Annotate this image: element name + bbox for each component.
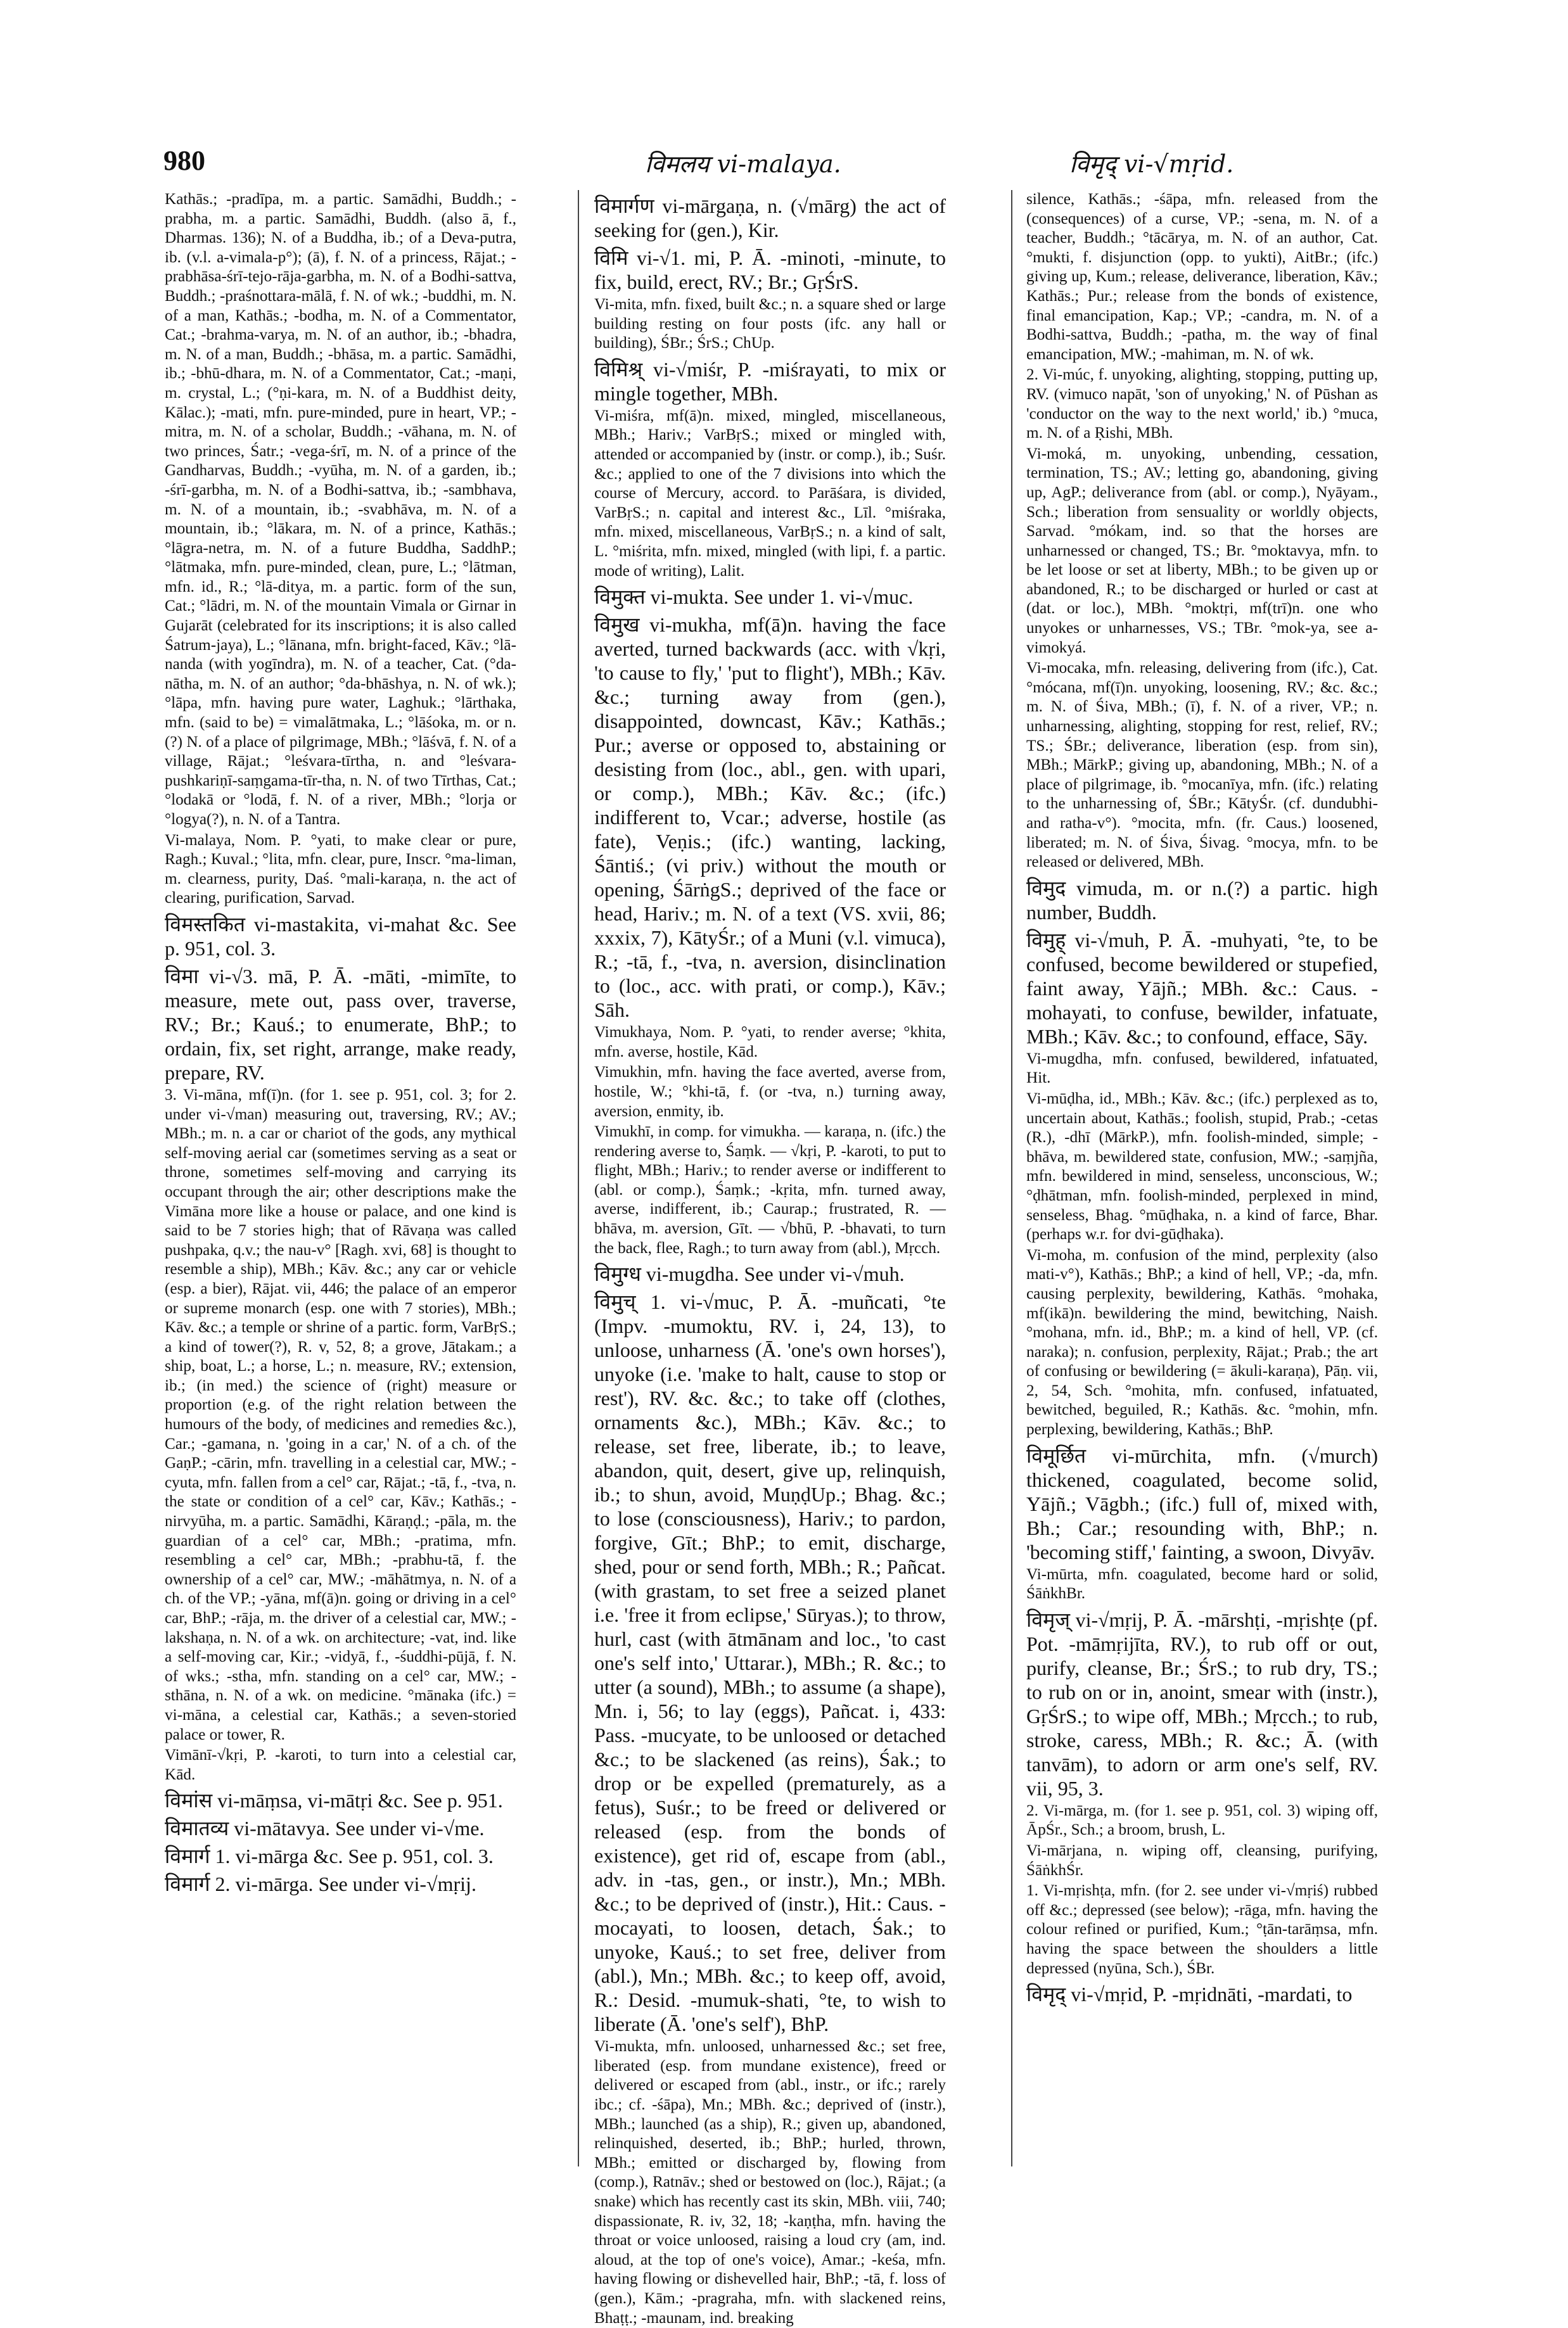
dictionary-entry: विमार्ग 1. vi-mārga &c. See p. 951, col. 3. [165, 1845, 494, 1868]
dictionary-entry: विमुद vimuda, m. or n.(?) a partic. high number, Buddh. [1026, 876, 1378, 924]
left-guide-word: विमलय vi-malaya. [645, 150, 841, 178]
dictionary-entry: Kathās.; -pradīpa, m. a partic. Samādhi, Buddh.; -prabha, m. a partic. Samādhi, Buddh. (also ā, f., Dharmas. 136); N. of a Buddha, ib.; of a Deva-putra, ib. (v.l. a-vimala-p°); (ā), f. N. of a princess, Rājat.; -prabhāsa-śrī-tejo-rāja-garbha, m. N. of a Bodhi-sattva, Buddh.; -praśnottara-mālā, f. N. of wk.; -buddhi, m. N. of a man, Kathās.; -bodha, m. N. of a Commentator, Cat.; -brahma-varya, m. N. of an author, ib.; -bhadra, m. N. of a man, Buddh.; -bhāsa, m. a partic. Samādhi, ib.; -bhū-dhara, m. N. of a Commentator, Cat.; -maṇi, m. crystal, L.; (°ṇi-kara, m. N. of a Buddhist deity, Kālac.); -mati, mfn. pure-minded, pure in heart, VP.; -mitra, m. N. of a scholar, Buddh.; -vāhana, m. N. of two princes, Śatr.; -vega-śrī, m. N. of a prince of the Gandharvas, Buddh.; -vyūha, m. N. of a garden, ib.; -śrī-garbha, m. N. of a Bodhi-sattva, ib.; -sambhava, m. N. of a mountain, ib.; -svabhāva, m. N. of a mountain, ib.; °lākara, m. N. of a prince, Kathās.; °lāgra-netra, m. N. of a future Buddha, SaddhP.; °lātmaka, mfn. pure-minded, clean, pure, L.; °lātman, mfn. id., R.; °lā-ditya, m. a partic. form of the sun, Cat.; °lādri, m. N. of the mountain Vimala or Girnar in Gujarāt (celebrated for its inscriptions; it is also called Śatrum-jaya), L.; °lānana, mfn. bright-faced, Kāv.; °lā-nanda (with yogīndra), m. N. of a teacher, Cat. (°da-nātha, m. N. of an author; °da-bhāshya, n. N. of wk.); °lāpa, mfn. having pure water, Laghuk.; °lārthaka, mfn. (said to be) = vimalātmaka, L.; °lāśoka, m. or n.(?) N. of a place of pilgrimage, MBh.; °lāśvā, f. N. of a village, Rājat.; °leśvara-tīrtha, n. and °leśvara-pushkariṇī-saṃgama-tīr-tha, n. N. of two Tīrthas, Cat.; °lodakā or °lodā, f. N. of a river, MBh.; °lorja or °logya(?), n. N. of a Tantra. [165, 191, 516, 828]
dictionary-entry: Vi-mugdha, mfn. confused, bewildered, infatuated, Hit. [1026, 1050, 1378, 1087]
dictionary-entry: विमस्तकित vi-mastakita, vi-mahat &c. See p. 951, col. 3. [165, 912, 516, 960]
dictionary-entry: Vi-mūrta, mfn. coagulated, become hard or solid, ŚāṅkhBr. [1026, 1565, 1378, 1603]
dictionary-entry: 2. Vi-múc, f. unyoking, alighting, stopping, putting up, RV. (vimuco napāt, 'son of unyoking,' N. of Pūshan as 'conductor on the way to the next world,' ib.) °muca, m. N. of a Ṛishi, MBh. [1026, 366, 1378, 442]
dictionary-entry: silence, Kathās.; -śāpa, mfn. released from the (consequences) of a curse, VP.; -sena, m. N. of a teacher, Buddh.; °tācārya, m. N. of an author, Cat. °mukti, f. disjunction (opp. to yukti), AitBr.; (ifc.) giving up, Kum.; release, deliverance, liberation, Kāv.; Kathās.; Pur.; release from the bonds of existence, final emancipation, Kap.; VP.; -candra, m. N. of a Bodhi-sattva, Buddh.; -patha, m. the way of final emancipation, MW.; -mahiman, m. N. of wk. [1026, 191, 1378, 363]
dictionary-entry: Vi-moha, m. confusion of the mind, perplexity (also mati-v°), Kathās.; BhP.; a kind of hell, VP.; -da, mfn. causing perplexity, bewildering, Kathās. °mohaka, mf(ikā)n. bewildering the mind, bewitching, Naish. °mohana, mfn. id., BhP.; m. a kind of hell, VP. (cf. naraka); n. confusion, perplexity, Rājat.; Prab.; the art of confusing or bewildering (= ākuli-karaṇa), Pāṇ. vii, 2, 54, Sch. °mohita, mfn. confused, infatuated, bewitched, beguiled, R.; Kathās. &c. °mohin, mfn. perplexing, bewildering, Kathās.; BhP. [1026, 1246, 1378, 1439]
dictionary-entry: विमांस vi-māṃsa, vi-mātṛi &c. See p. 951. [165, 1789, 503, 1812]
column-right [1026, 190, 1378, 2166]
page-header [163, 144, 1389, 182]
column-middle [594, 190, 946, 2327]
dictionary-entry: Vi-mocaka, mfn. releasing, delivering from (ifc.), Cat. °mócana, mf(ī)n. unyoking, loosening, RV.; &c. &c.; m. N. of Śiva, MBh.; (ī), f. N. of a river, VP.; n. unharnessing, alighting, stopping for rest, relief, RV.; TS.; ŚBr.; deliverance, liberation (esp. from sin), MBh.; MārkP.; giving up, abandoning, MBh.; N. of a place of pilgrimage, ib. °mocanīya, mfn. (ifc.) relating to the unharnessing of, ŚBr.; KātyŚr. (cf. dundubhi- and ratha-v°). °mocita, mfn. (fr. Caus.) loosened, liberated; m. N. of Śiva, Śivag. °mocya, mfn. to be released or delivered, MBh. [1026, 659, 1378, 871]
right-guide-word: विमृद् vi-√mṛid. [1069, 150, 1234, 178]
column-divider [578, 190, 579, 2166]
dictionary-entry: Vi-moká, m. unyoking, unbending, cessation, termination, TS.; AV.; letting go, abandoning, giving up, AgP.; deliverance from (abl. or comp.), Nyāyam., Sch.; liberation from sensuality or worldly objects, Sarvad. °mókam, ind. so that the horses are unharnessed or changed, TS.; Br. °moktavya, mfn. to be let loose or set at liberty, MBh.; to be given up or abandoned, R.; to be discharged or hurled or cast at (dat. or loc.), MBh. °moktṛi, mf(trī)n. one who unyokes or unharnesses, VS.; TBr. °mok-ya, see a-vimokyá. [1026, 445, 1378, 656]
dictionary-entry: 1. Vi-mṛishṭa, mfn. (for 2. see under vi-√mṛiś) rubbed off &c.; depressed (see below); -rāga, mfn. having the colour refined or purified, Kum.; °ṭān-tarāṃsa, mfn. having the space between the shoulders a little depressed (nyūna, Sch.), ŚBr. [1026, 1882, 1378, 1977]
dictionary-entry: विमा vi-√3. mā, P. Ā. -māti, -mimīte, to measure, mete out, pass over, traverse, RV.; Br.; Kauś.; to enumerate, BhP.; to ordain, fix, set right, arrange, make ready, prepare, RV. [165, 964, 516, 1084]
dictionary-entry: विमृज् vi-√mṛij, P. Ā. -mārshṭi, -mṛishṭe (pf. Pot. -māmṛijīta, RV.), to rub off or out, purify, cleanse, Br.; ŚrS.; to rub dry, TS.; to rub on or in, anoint, smear with (instr.), GṛŚrS.; to wipe off, MBh.; Mṛcch.; to rub, stroke, caress, MBh.; R. &c.; Ā. (with tanvām), to adorn or arm one's self, RV. vii, 95, 3. [1026, 1608, 1378, 1800]
dictionary-entry: विमार्गण vi-mārgaṇa, n. (√mārg) the act of seeking for (gen.), Kir. [594, 194, 946, 241]
column-divider [1011, 190, 1012, 2166]
dictionary-entry: Vi-mukta, mfn. unloosed, unharnessed &c.; set free, liberated (esp. from mundane existence), freed or delivered or escaped from (abl., instr., or ifc.; rarely ibc.; cf. -śāpa), Mn.; MBh. &c.; deprived of (instr.), MBh.; launched (as a ship), R.; given up, abandoned, relinquished, deserted, ib.; BhP.; hurled, thrown, MBh.; emitted or discharged by, flowing from (comp.), Ratnāv.; shed or bestowed on (loc.), Rājat.; (a snake) which has recently cast its skin, MBh. viii, 740; dispassionate, R. iv, 32, 18; -kaṇṭha, mfn. having the throat or voice unloosed, raising a loud cry (am, ind. aloud, at the top of one's voice), Amar.; -keśa, mfn. having flowing or dishevelled hair, BhP.; -tā, f. loss of (gen.), Kām.; -pragraha, mfn. with slackened reins, Bhaṭṭ.; -maunam, ind. breaking [594, 2038, 946, 2327]
dictionary-entry: विमुख vi-mukha, mf(ā)n. having the face averted, turned backwards (acc. with √kṛi, 'to cause to fly,' 'put to flight'), MBh.; Kāv. &c.; turning away from (gen.), disappointed, downcast, Kāv.; Kathās.; Pur.; averse or opposed to, abstaining or desisting from (loc., abl., gen. with upari, or comp.), MBh.; Kāv. &c.; (ifc.) indifferent to, Vcar.; adverse, hostile (as fate), Veṇis.; (ifc.) wanting, lacking, Śāntiś.; (vi priv.) without the mouth or opening, ŚārṅgS.; deprived of the face or head, Hariv.; m. N. of a text (VS. xvii, 86; xxxix, 7), KātyŚr.; of a Muni (v.l. vimuca), R.; -tā, f., -tva, n. aversion, disinclination to (loc., acc. with prati, or comp.), Kāv.; Sāh. [594, 613, 946, 1022]
dictionary-entry: विमातव्य vi-mātavya. See under vi-√me. [165, 1817, 485, 1840]
dictionary-entry: विमि vi-√1. mi, P. Ā. -minoti, -minute, to fix, build, erect, RV.; Br.; GṛŚrS. [594, 246, 946, 293]
dictionary-entry: विमुक्त vi-mukta. See under 1. vi-√muc. [594, 585, 914, 609]
dictionary-entry: Vi-mūḍha, id., MBh.; Kāv. &c.; (ifc.) perplexed as to, uncertain about, Kathās.; foolish, stupid, Prab.; -cetas (R.), -dhī (MārkP.), mfn. foolish-minded, simple; -bhāva, m. bewildered state, confusion, MW.; -saṃjña, mfn. bewildered in mind, senseless, unconscious, W.; °ḍhātman, mfn. foolish-minded, perplexed in mind, senseless, Bhag. °mūḍhaka, n. a kind of farce, Bhar. (perhaps w.r. for dvi-gūḍhaka). [1026, 1090, 1378, 1244]
dictionary-entry: Vimukhaya, Nom. P. °yati, to render averse; °khita, mfn. averse, hostile, Kād. [594, 1024, 946, 1060]
dictionary-entry: 2. Vi-mārga, m. (for 1. see p. 951, col. 3) wiping off, ĀpŚr., Sch.; a broom, brush, L. [1026, 1802, 1378, 1839]
dictionary-entry: Vi-mārjana, n. wiping off, cleansing, purifying, ŚāṅkhŚr. [1026, 1842, 1378, 1879]
dictionary-entry: विमुह् vi-√muh, P. Ā. -muhyati, °te, to be confused, become bewildered or stupefied, faint away, Yājñ.; MBh. &c.: Caus. -mohayati, to confuse, bewilder, infatuate, MBh.; Kāv. &c.; to confound, efface, Sāy. [1026, 928, 1378, 1048]
dictionary-entry: विमुच् 1. vi-√muc, P. Ā. -muñcati, °te (Impv. -mumoktu, RV. i, 24, 13), to unloose, unharness (Ā. 'one's own horses'), unyoke (i.e. 'make to halt, cause to stop or rest'), RV. &c. &c.; to take off (clothes, ornaments &c.), MBh.; Kāv. &c.; to release, set free, liberate, ib.; to leave, abandon, quit, desert, give up, relinquish, ib.; to shun, avoid, MuṇḍUp.; Bhag. &c.; to lose (consciousness), Hariv.; to pardon, forgive, Gīt.; BhP.; to emit, discharge, shed, pour or send forth, MBh.; R.; Pañcat. (with grastam, to set free a seized planet i.e. 'free it from eclipse,' Sūryas.); to throw, hurl, cast (with ātmānam and loc., 'to cast one's self into,' Uttarar.), MBh.; R. &c.; to utter (a sound), MBh.; to assume (a shape), Mn. i, 56; to lay (eggs), Pañcat. i, 433: Pass. -mucyate, to be unloosed or detached &c.; to be slackened (as reins), Śak.; to drop or be expelled (prematurely, as a fetus), Suśr.; to be freed or delivered or released (esp. from the bonds of existence), get rid of, escape from (abl., adv. in -tas, gen., or instr.), Mn.; MBh. &c.; to be deprived of (instr.), Hit.: Caus. -mocayati, to loosen, detach, Śak.; to unyoke, Kauś.; to set free, deliver from (abl.), Mn.; MBh. &c.; to keep off, avoid, R.: Desid. -mumuk-shati, °te, to wish to liberate (Ā. 'one's self'), BhP. [594, 1290, 946, 2036]
dictionary-entry: Vimukhī, in comp. for vimukha. — karaṇa, n. (ifc.) the rendering averse to, Śaṃk. — √kṛi, P. -karoti, to put to flight, MBh.; Hariv.; to render averse or indifferent to (abl. or comp.), Śaṃk.; -kṛita, mfn. turned away, averse, indifferent, ib.; Caurap.; frustrated, R. — bhāva, m. aversion, Gīt. — √bhū, P. -bhavati, to turn the back, flee, Ragh.; to turn away from (abl.), Mṛcch. [594, 1123, 946, 1257]
dictionary-entry: विमार्ग 2. vi-mārga. See under vi-√mṛij. [165, 1873, 476, 1896]
page-number: 980 [163, 145, 205, 176]
dictionary-entry: Vi-mita, mfn. fixed, built &c.; n. a square shed or large building resting on four posts (ifc. any hall or building), ŚBr.; ŚrS.; ChUp. [594, 296, 946, 352]
dictionary-entry: Vimānī-√kṛi, P. -karoti, to turn into a celestial car, Kād. [165, 1746, 516, 1783]
dictionary-entry: Vimukhin, mfn. having the face averted, averse from, hostile, W.; °khi-tā, f. (or -tva, n.) turning away, aversion, enmity, ib. [594, 1064, 946, 1120]
dictionary-entry: विमिश्र् vi-√miśr, P. -miśrayati, to mix or mingle together, MBh. [594, 357, 946, 405]
dictionary-entry: 3. Vi-māna, mf(ī)n. (for 1. see p. 951, col. 3; for 2. under vi-√man) measuring out, traversing, RV.; AV.; MBh.; m. n. a car or chariot of the gods, any mythical self-moving aerial car (sometimes serving as a seat or throne, sometimes self-moving and carrying its occupant through the air; other descriptions make the Vimāna more like a house or palace, and one kind is said to be 7 stories high; that of Rāvaṇa was called pushpaka, q.v.; the nau-v° [Ragh. xvi, 68] is thought to resemble a ship), MBh.; Kāv. &c.; any car or vehicle (esp. a bier), Rājat. vii, 446; the palace of an emperor or supreme monarch (esp. one with 7 stories), MBh.; Kāv. &c.; a temple or shrine of a partic. form, VarBṛS.; a kind of tower(?), R. v, 52, 8; a grove, Jātakam.; a ship, boat, L.; a horse, L.; n. measure, RV.; extension, ib.; (in med.) the science of (right) measure or proportion (e.g. of the right relation between the humours of the body, of medicines and remedies &c.), Car.; -gamana, n. 'going in a car,' N. of a ch. of the GaṇP.; -cārin, mfn. travelling in a celestial car, MW.; -cyuta, mfn. fallen from a cel° car, Rājat.; -tā, f., -tva, n. the state or condition of a cel° car, Kāv.; Kathās.; -nirvyūha, m. a partic. Samādhi, Kāraṇḍ.; -pāla, m. the guardian of a cel° car, MBh.; -pratima, mfn. resembling a cel° car, MBh.; -prabhu-tā, f. the ownership of a cel° car, MW.; -māhātmya, n. N. of a ch. of the VP.; -yāna, mf(ā)n. going or driving in a cel° car, BhP.; -rāja, m. the driver of a celestial car, MW.; -lakshaṇa, n. N. of a wk. on architecture; -vat, ind. like a self-moving car, Kir.; -vidyā, f., -śuddhi-pūjā, f. N. of wks.; -stha, mfn. standing on a cel° car, MW.; -sthāna, n. N. of a wk. on medicine. °mānaka (ifc.) = vi-māna, a celestial car, Kathās.; a seven-storied palace or tower, R. [165, 1086, 516, 1743]
dictionary-entry: विमुग्ध vi-mugdha. See under vi-√muh. [594, 1263, 905, 1286]
column-left [165, 190, 516, 2166]
dictionary-entry: Vi-malaya, Nom. P. °yati, to make clear or pure, Ragh.; Kuval.; °lita, mfn. clear, pure, Inscr. °ma-liman, m. clearness, purity, Daś. °mali-karaṇa, n. the act of clearing, purification, Sarvad. [165, 831, 516, 907]
dictionary-entry: विमूर्छित vi-mūrchita, mfn. (√murch) thickened, coagulated, become solid, Yājñ.; Vāgbh.; (ifc.) full of, mixed with, Bh.; Car.; resounding with, BhP.; n. 'becoming stiff,' fainting, a swoon, Divyāv. [1026, 1444, 1378, 1563]
dictionary-entry: Vi-miśra, mf(ā)n. mixed, mingled, miscellaneous, MBh.; Hariv.; VarBṛS.; mixed or mingled with, attended or accompanied by (instr. or comp.), ib.; Suśr. &c.; applied to one of the 7 divisions into which the course of Mercury, accord. to Parāśara, is divided, VarBṛS.; n. capital and interest &c., Līl. °miśraka, mfn. mixed, miscellaneous, VarBṛS.; n. a kind of salt, L. °miśrita, mfn. mixed, mingled (with lipi, f. a partic. mode of writing), Lalit. [594, 407, 946, 580]
dictionary-entry: विमृद् vi-√mṛid, P. -mṛidnāti, -mardati, to [1026, 1983, 1353, 2006]
